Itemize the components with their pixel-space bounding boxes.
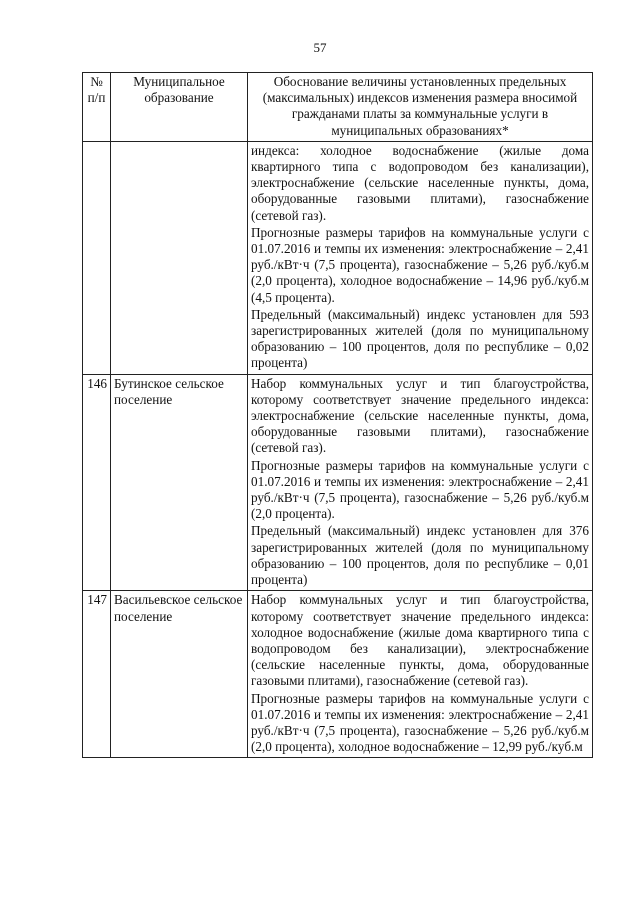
row-municipality: Васильевское сельское поселение (111, 591, 248, 758)
row-municipality (111, 141, 248, 374)
justification-paragraph: Предельный (максимальный) индекс установлен для 376 зарегистрированных жителей (доля по муниципальному образованию – 100 процентов, доля по республике – 0,01 процента) (251, 523, 589, 588)
row-justification (248, 591, 593, 758)
row-number: 146 (83, 374, 111, 591)
page-number: 57 (313, 40, 327, 55)
row-municipality: Бутинское сельское поселение (111, 374, 248, 591)
row-justification (248, 141, 593, 374)
justification-paragraph: Прогнозные размеры тарифов на коммунальные услуги с 01.07.2016 и темпы их изменения: электроснабжение – 2,41 руб./кВт·ч (7,5 процента), газоснабжение – 5,26 руб./куб.м (2,0 процента), холодное водоснабжение – 14,96 руб./куб.м (4,5 процента). (251, 224, 589, 305)
justification-paragraph: Набор коммунальных услуг и тип благоустройства, которому соответствует значение предельного индекса: холодное водоснабжение (жилые дома квартирного типа с водопроводом без канализации), электроснабжение (сельские населенные пункты, дома, оборудованные газовыми плитами), газоснабжение (сетевой газ). (251, 592, 589, 689)
justification-paragraph: Предельный (максимальный) индекс установлен для 593 зарегистрированных жителей (доля по муниципальному образованию – 100 процентов, доля по республике – 0,02 процента) (251, 306, 589, 371)
table-row (83, 141, 593, 374)
justification-paragraph: Прогнозные размеры тарифов на коммунальные услуги с 01.07.2016 и темпы их изменения: электроснабжение – 2,41 руб./кВт·ч (7,5 процента), газоснабжение – 5,26 руб./куб.м (2,0 процента), холодное водоснабжение – 12,99 руб./куб.м (251, 690, 589, 755)
justification-paragraph: индекса: холодное водоснабжение (жилые дома квартирного типа с водопроводом без канализации), электроснабжение (сельские населенные пункты, дома, оборудованные газовыми плитами), газоснабжение (сетевой газ). (251, 142, 589, 223)
header-municipality: Муниципальное образование (111, 73, 248, 142)
header-justification: Обоснование величины установленных предельных (максимальных) индексов изменения размера вносимой гражданами платы за коммунальные услуги в муниципальных образованиях* (248, 73, 593, 142)
justification-paragraph: Набор коммунальных услуг и тип благоустройства, которому соответствует значение предельного индекса: электроснабжение (сельские населенные пункты, дома, оборудованные газовыми плитами), газоснабжение (сетевой газ). (251, 375, 589, 456)
table-header-row (83, 73, 593, 142)
row-number (83, 141, 111, 374)
row-number: 147 (83, 591, 111, 758)
tariff-index-table (82, 72, 593, 758)
table-row (83, 374, 593, 591)
row-justification (248, 374, 593, 591)
table-row (83, 591, 593, 758)
header-num: № п/п (83, 73, 111, 142)
justification-paragraph: Прогнозные размеры тарифов на коммунальные услуги с 01.07.2016 и темпы их изменения: электроснабжение – 2,41 руб./кВт·ч (7,5 процента), газоснабжение – 5,26 руб./куб.м (2,0 процента). (251, 457, 589, 522)
